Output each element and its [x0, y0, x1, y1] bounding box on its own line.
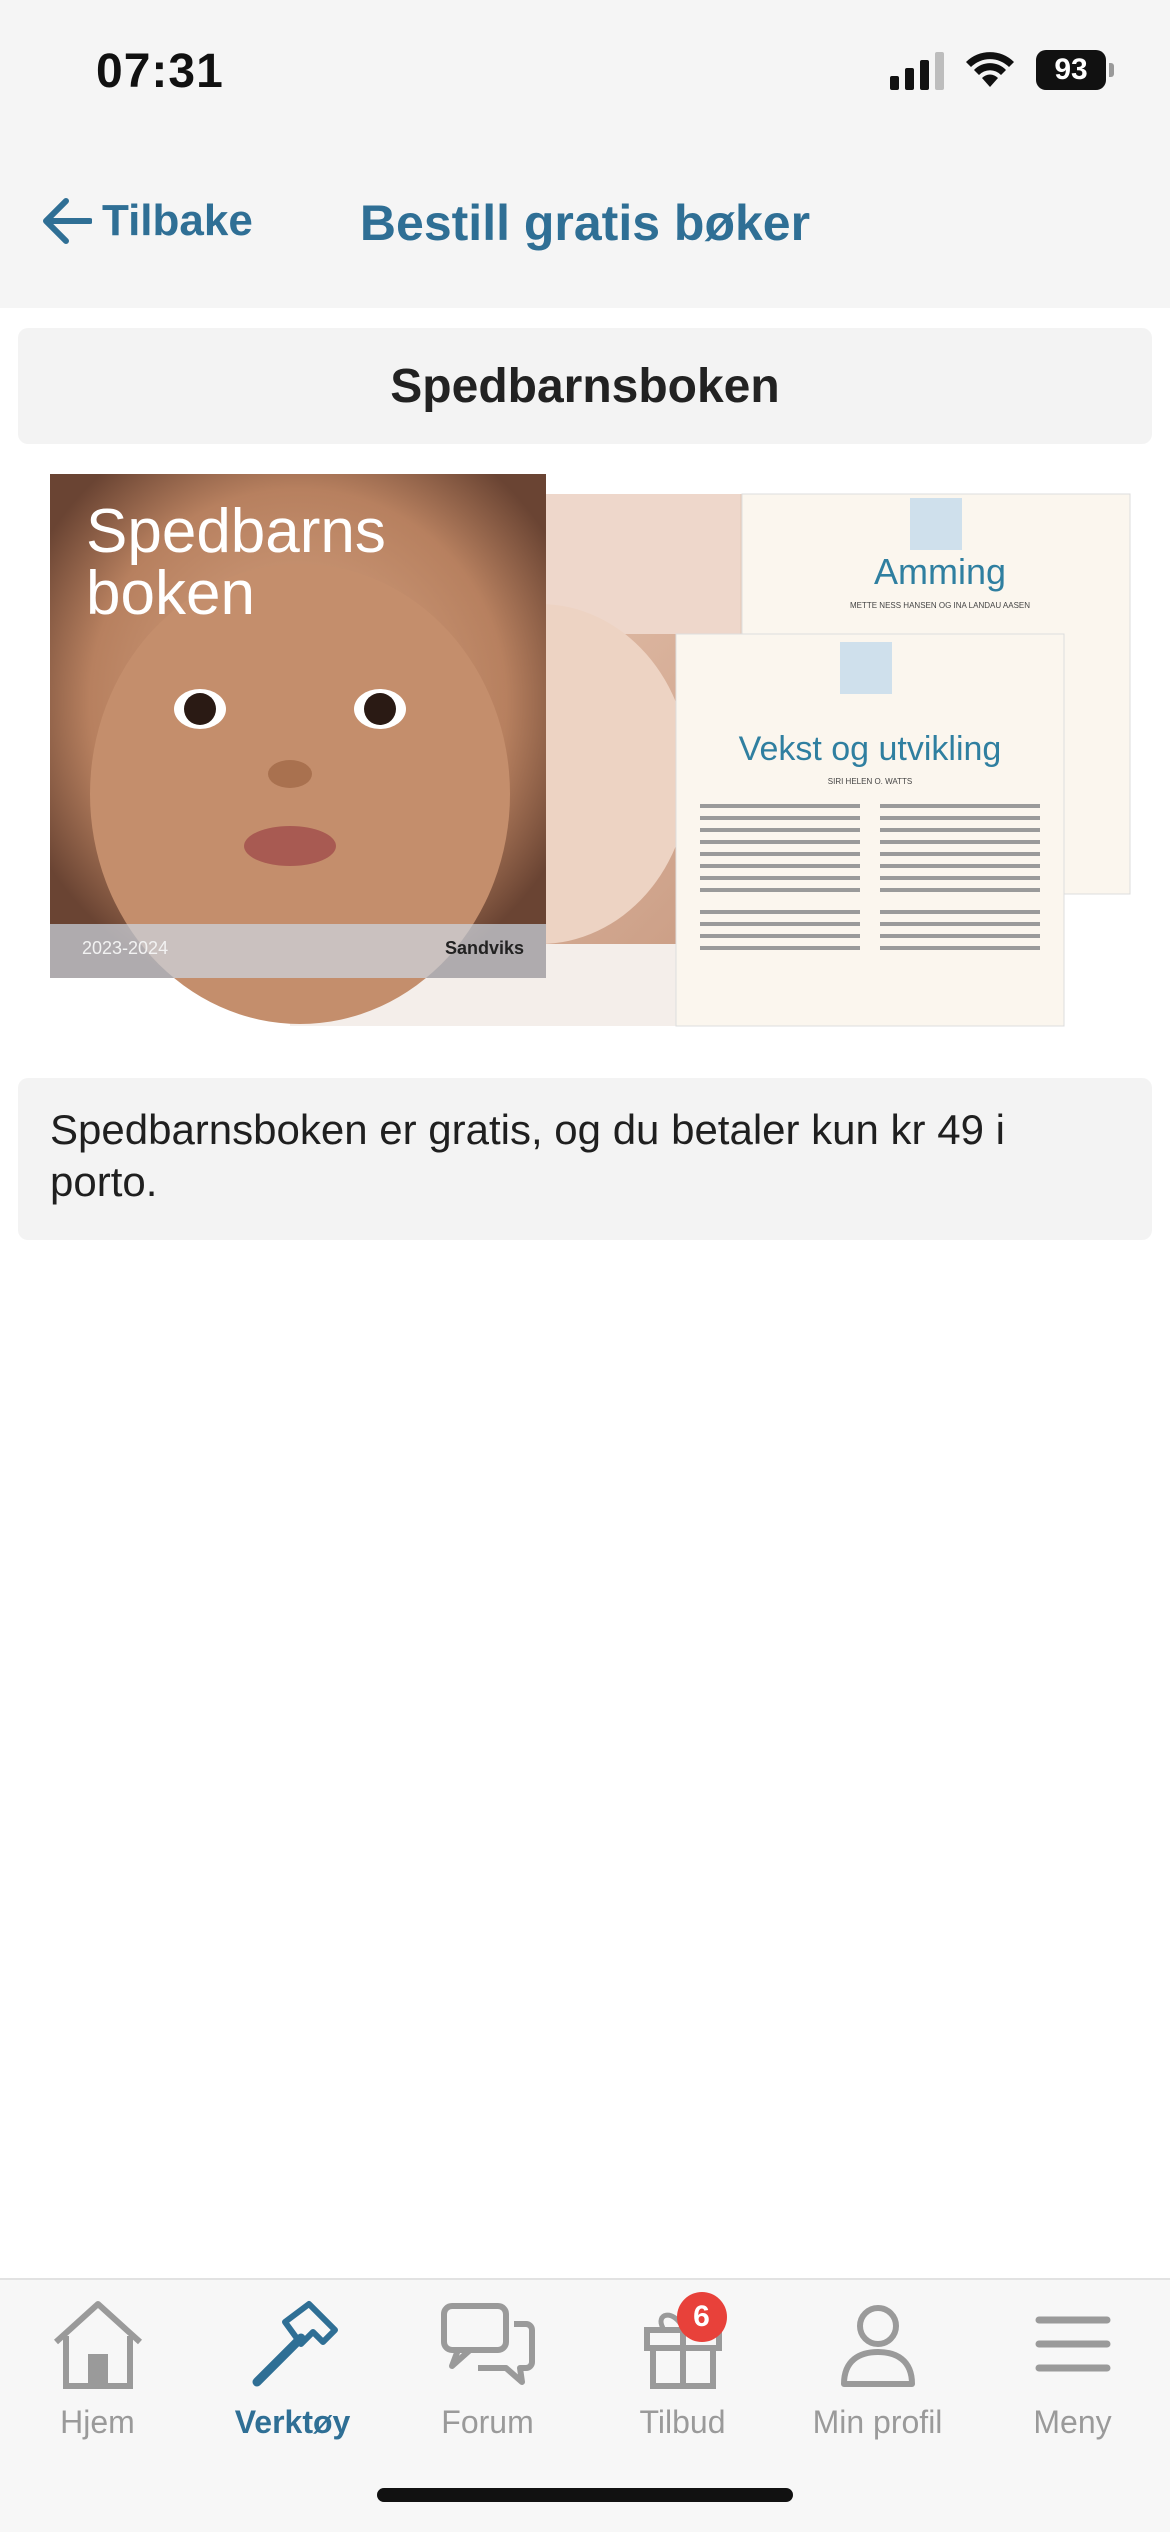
user-icon: [828, 2296, 928, 2392]
cover-title-line1: Spedbarns: [86, 497, 386, 566]
book-heading: Spedbarnsboken: [18, 328, 1152, 444]
page2-byline: SIRI HELEN O. WATTS: [827, 777, 913, 786]
battery-icon: [1036, 50, 1114, 90]
notification-badge: 6: [677, 2292, 727, 2342]
cellular-signal-icon: [890, 50, 944, 90]
tab-meny[interactable]: [975, 2296, 1170, 2466]
book-preview-image: [50, 474, 1140, 1034]
home-icon: [48, 2296, 148, 2392]
page-title: Bestill gratis bøker: [359, 195, 811, 251]
tab-label: Min profil: [812, 2404, 943, 2440]
wifi-icon: [966, 51, 1014, 89]
menu-icon: [1023, 2296, 1123, 2392]
gift-icon-wrapper: [633, 2296, 733, 2392]
page2-title: Vekst og utvikling: [738, 730, 1002, 768]
page1-title: Amming: [873, 551, 1007, 592]
cover-brand: Sandviks: [445, 938, 525, 958]
hammer-icon: [243, 2296, 343, 2392]
tab-min-profil[interactable]: [780, 2296, 975, 2466]
tab-label: Forum: [441, 2404, 534, 2440]
back-label: Tilbake: [102, 196, 253, 245]
battery-level: 93: [1036, 50, 1106, 90]
tab-label: Tilbud: [639, 2404, 726, 2440]
status-time: 07:31: [96, 45, 224, 98]
tab-hjem[interactable]: [0, 2296, 195, 2466]
chat-icon: [438, 2296, 538, 2392]
tab-verktoy[interactable]: [195, 2296, 390, 2466]
status-icons: [890, 50, 1114, 90]
cover-year: 2023-2024: [82, 938, 169, 958]
status-bar: [0, 0, 1170, 140]
tab-label: Hjem: [60, 2404, 135, 2440]
tab-label: Meny: [1033, 2404, 1112, 2440]
book-description: Spedbarnsboken er gratis, og du betaler kun kr 49 i porto.: [18, 1078, 1152, 1240]
tab-forum[interactable]: [390, 2296, 585, 2466]
nav-bar: [0, 140, 1170, 308]
page1-byline: METTE NESS HANSEN OG INA LANDAU AASEN: [849, 601, 1031, 610]
home-indicator[interactable]: [377, 2488, 793, 2502]
tab-tilbud[interactable]: [585, 2296, 780, 2466]
tab-label: Verktøy: [234, 2404, 351, 2440]
cover-title-line2: boken: [86, 559, 255, 628]
